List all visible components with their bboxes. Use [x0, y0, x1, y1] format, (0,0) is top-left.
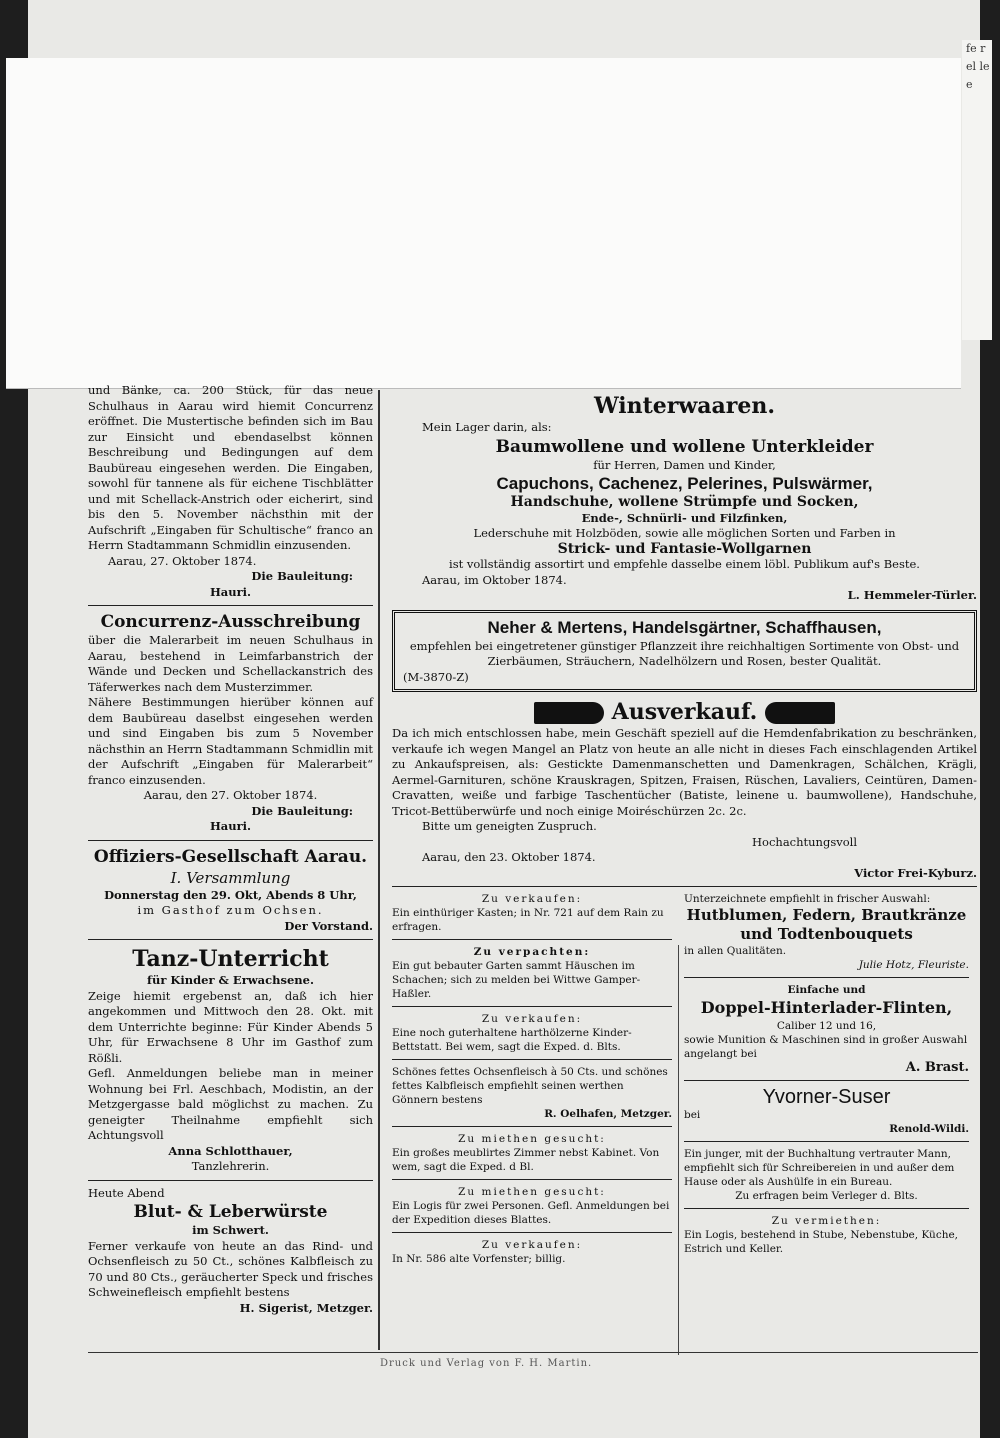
divider — [392, 886, 977, 887]
ad-r3-signature: Renold-Wildi. — [889, 1123, 969, 1135]
neher-mertens-text: empfehlen bei eingetretener günstiger Pflanzzeit ihre reichhaltigen Sortimente von Obst- und Zierbäumen, Sträuchern, Nadelhölzern und Rosen, bester Qualität. — [409, 638, 960, 668]
concurrenz-signature: Die Bauleitung: — [251, 803, 353, 818]
divider — [88, 840, 373, 841]
blut-signature: H. Sigerist, Metzger. — [239, 1300, 373, 1315]
ad-r4-text: Ein junger, mit der Buchhaltung vertrauter Mann, empfiehlt sich für Schreibereien in und außer dem Hause oder als Aushülfe in ein Bureau. — [684, 1148, 955, 1188]
ausverkauf-signature: Victor Frei-Kyburz. — [854, 865, 977, 880]
ad-7-text: In Nr. 586 alte Vorfenster; billig. — [392, 1253, 566, 1265]
winterwaaren-signature: L. Hemmeler-Türler. — [847, 588, 977, 602]
ad-r1-quality: in allen Qualitäten. — [684, 945, 787, 957]
winterwaaren-line-4: Handschuhe, wollene Strümpfe und Socken, — [510, 494, 859, 510]
ad-7-heading: Zu verkaufen: — [481, 1239, 583, 1251]
divider — [392, 1006, 672, 1007]
neher-mertens-ad — [392, 610, 977, 693]
divider — [392, 1179, 672, 1180]
ausverkauf-bitte: Bitte um geneigten Zuspruch. — [422, 819, 597, 833]
ad-r1-text: Unterzeichnete empfiehlt in frischer Auswahl: — [684, 893, 931, 905]
winterwaaren-line-7: Strick- und Fantasie-Wollgarnen — [557, 540, 812, 557]
neher-mertens-code: (M-3870-Z) — [403, 669, 469, 684]
ad-r3-bei: bei — [684, 1109, 701, 1121]
ad-r1-signature: Julie Hotz, Fleuriste. — [858, 959, 969, 971]
column-divider — [378, 390, 380, 1350]
ad-6-heading: Zu miethen gesucht: — [458, 1186, 606, 1198]
divider — [392, 939, 672, 940]
ad-r2-signature: A. Brast. — [905, 1060, 969, 1075]
winterwaaren-line-6: Lederschuhe mit Holzböden, sowie alle möglichen Sorten und Farben in — [473, 526, 896, 540]
small-ads-left — [392, 892, 672, 1266]
right-column — [392, 392, 977, 1265]
concurrenz-text: über die Malerarbeit im neuen Schulhaus in Aarau, bestehend in Leimfarbanstrich der Wände und Decken und Schellackanstrich des Täferwerkes nach dem Musterzimmer. — [88, 633, 373, 694]
tender-text: und Bänke, ca. 200 Stück, für das neue Schulhaus in Aarau wird hiemit Concurrenz eröffnet. Die Mustertische befinden sich im Bau zur Einsicht und ebendaselbst können Beschreibung und Bedingungen auf dem Baubüreau eingesehen werden. Die Eingaben, sowohl für tannene als für eichene Tischblätter und mit Schellack-Anstrich oder eicherirt, sind bis den 5. November nächsthin mit der Aufschrift „Eingaben für Schultische“ franco an Herrn Stadtammann Schmidlin einzusenden. — [88, 383, 373, 552]
blut-pre: Heute Abend — [88, 1185, 165, 1200]
ad-2-heading: Zu verpachten: — [473, 946, 591, 958]
divider — [392, 1126, 672, 1127]
ausverkauf-date: Aarau, den 23. Oktober 1874. — [422, 850, 596, 864]
ausverkauf-hochachtungsvoll: Hochachtungsvoll — [752, 834, 857, 849]
concurrenz-title: Concurrenz-Ausschreibung — [100, 612, 361, 632]
offiziers-subtitle: I. Versammlung — [170, 868, 291, 887]
winterwaaren-date: Aarau, im Oktober 1874. — [422, 572, 567, 587]
winterwaaren-line-5: Ende-, Schnürli- und Filzfinken, — [581, 510, 788, 525]
divider — [684, 1208, 969, 1209]
ad-r4-text-2: Zu erfragen beim Verleger d. Blts. — [735, 1190, 918, 1202]
offiziers-when: Donnerstag den 29. Okt, Abends 8 Uhr, — [104, 887, 357, 902]
concurrenz-text-2: Nähere Bestimmungen hierüber können auf dem Baubüreau daselbst eingesehen werden und sind Eingaben bis zum 5 November nächsthin an Herrn Stadtammann Schmidlin mit der Aufschrift „Eingaben für Malerarbeit“ franco einzusenden. — [88, 695, 373, 787]
ad-r5-heading: Zu vermiethen: — [771, 1215, 882, 1227]
winterwaaren-intro: Mein Lager darin, als: — [422, 420, 552, 434]
left-column — [88, 383, 373, 1316]
tanz-text: Zeige hiemit ergebenst an, daß ich hier angekommen und Mittwoch den 28. Okt. mit dem Unterrichte beginne: Für Kinder Abends 5 Uhr, für Erwachsene 8 Uhr im Gasthof zum Rößli. — [88, 988, 373, 1065]
ad-r1-bold: Hutblumen, Federn, Brautkränze und Todtenbouquets — [686, 906, 967, 943]
ad-3-heading: Zu verkaufen: — [481, 1013, 583, 1025]
tanz-title: Tanz-Unterricht — [132, 946, 329, 972]
pointing-hand-icon — [534, 702, 604, 724]
blut-subtitle: im Schwert. — [192, 1223, 269, 1237]
offiziers-where: im Gasthof zum Ochsen. — [137, 903, 324, 917]
ad-5-heading: Zu miethen gesucht: — [458, 1133, 606, 1145]
offiziers-signature: Der Vorstand. — [284, 918, 373, 933]
tanz-signature: Anna Schlotthauer, — [168, 1143, 293, 1158]
divider — [88, 1180, 373, 1181]
winterwaaren-title: Winterwaaren. — [593, 393, 776, 419]
blut-title: Blut- & Leberwürste — [133, 1202, 328, 1222]
bottom-rule — [88, 1352, 978, 1353]
ausverkauf-text: Da ich mich entschlossen habe, mein Geschäft speziell auf die Hemdenfabrikation zu beschränken, verkaufe ich wegen Mangel an Platz von heute an alle nicht in dieses Fach einschlagenden Artikel zu Ankaufspreisen, als: Gestickte Damenmanschetten und Damenkragen, Schälchen, Krägli, Aermel-Garnituren, schöne Krauskragen, Spitzen, Fraisen, Rüschen, Lavaliers, Ceintüren, Damen-Cravatten, weiße und farbige Taschentücher (Batiste, leinene u. baumwollene), Handschuhe, Tricot-Bettüberwürfe und noch einige Moiréschürzen 2c. 2c. — [392, 726, 977, 818]
tender-date: Aarau, 27. Oktober 1874. — [108, 553, 257, 568]
ad-1-heading: Zu verkaufen: — [481, 893, 583, 905]
winterwaaren-line-3: Capuchons, Cachenez, Pelerines, Pulswärmer, — [496, 474, 873, 493]
ad-r5-text: Ein Logis, bestehend in Stube, Nebenstube, Küche, Estrich und Keller. — [684, 1229, 959, 1255]
divider — [684, 1141, 969, 1142]
tender-signature-name: Hauri. — [209, 584, 252, 599]
ad-1-text: Ein einthüriger Kasten; in Nr. 721 auf dem Rain zu erfragen. — [392, 907, 664, 933]
tender-signature: Die Bauleitung: — [251, 569, 353, 583]
ad-r3-title: Yvorner-Suser — [762, 1086, 891, 1108]
ad-2-text: Ein gut bebauter Garten sammt Häuschen im Schachen; sich zu melden bei Wittwe Gamper-Haßler. — [392, 960, 641, 1000]
winterwaaren-line-2: für Herren, Damen und Kinder, — [593, 457, 776, 472]
concurrenz-signature-name: Hauri. — [209, 819, 252, 833]
tanz-subtitle: für Kinder & Erwachsene. — [147, 973, 314, 987]
winterwaaren-line-1: Baumwollene und wollene Unterkleider — [495, 436, 874, 457]
ad-4-signature: R. Oelhafen, Metzger. — [544, 1108, 672, 1120]
column-divider-2 — [678, 945, 679, 1355]
page-edge-text: fe r el le e — [962, 40, 992, 340]
tanz-text-2: Gefl. Anmeldungen beliebe man in meiner Wohnung bei Frl. Aeschbach, Modistin, an der Metzgergasse bald möglichst zu machen. Zu geneigter Theilnahme empfiehlt sich Achtungsvoll — [88, 1066, 373, 1142]
ad-r2-line-c: Caliber 12 und 16, — [776, 1020, 877, 1032]
divider — [392, 1059, 672, 1060]
small-ads-right — [684, 892, 969, 1256]
divider — [88, 605, 373, 606]
ad-r2-line-a: Einfache und — [787, 984, 866, 996]
tanz-signature-title: Tanzlehrerin. — [191, 1159, 270, 1173]
divider — [684, 977, 969, 978]
ad-r2-line-d: sowie Munition & Maschinen sind in großer Auswahl angelangt bei — [684, 1034, 968, 1060]
ausverkauf-title — [392, 698, 977, 726]
divider — [684, 1080, 969, 1081]
divider — [88, 939, 373, 940]
imprint-footer: Druck und Verlag von F. H. Martin. — [380, 1358, 593, 1369]
concurrenz-date: Aarau, den 27. Oktober 1874. — [143, 788, 318, 802]
blank-cover-sheet — [6, 58, 961, 389]
offiziers-title: Offiziers-Gesellschaft Aarau. — [93, 846, 368, 867]
ad-4-text: Schönes fettes Ochsenfleisch à 50 Cts. und schönes fettes Kalbfleisch empfiehlt seinen werthen Gönnern bestens — [392, 1066, 668, 1106]
ad-5-text: Ein großes meublirtes Zimmer nebst Kabinet. Von wem, sagt die Exped. d Bl. — [392, 1147, 660, 1173]
ad-6-text: Ein Logis für zwei Personen. Gefl. Anmeldungen bei der Expedition dieses Blattes. — [392, 1200, 670, 1226]
winterwaaren-line-8: ist vollständig assortirt und empfehle dasselbe einem löbl. Publikum auf's Beste. — [449, 557, 920, 571]
ad-r2-line-b: Doppel-Hinterlader-Flinten, — [700, 998, 953, 1017]
pointing-hand-icon — [765, 702, 835, 724]
divider — [392, 1232, 672, 1233]
blut-text: Ferner verkaufe von heute an das Rind- und Ochsenfleisch zu 50 Ct., schönes Kalbfleisch zu 70 und 80 Cts., geräucherter Speck und frisches Schweinefleisch empfiehlt bestens — [88, 1238, 373, 1299]
ausverkauf-title-text: Ausverkauf. — [611, 699, 758, 725]
neher-mertens-title: Neher & Mertens, Handelsgärtner, Schaffhausen, — [487, 617, 882, 637]
ad-3-text: Eine noch guterhaltene harthölzerne Kinder-Bettstatt. Bei wem, sagt die Exped. d. Blts. — [392, 1027, 632, 1053]
